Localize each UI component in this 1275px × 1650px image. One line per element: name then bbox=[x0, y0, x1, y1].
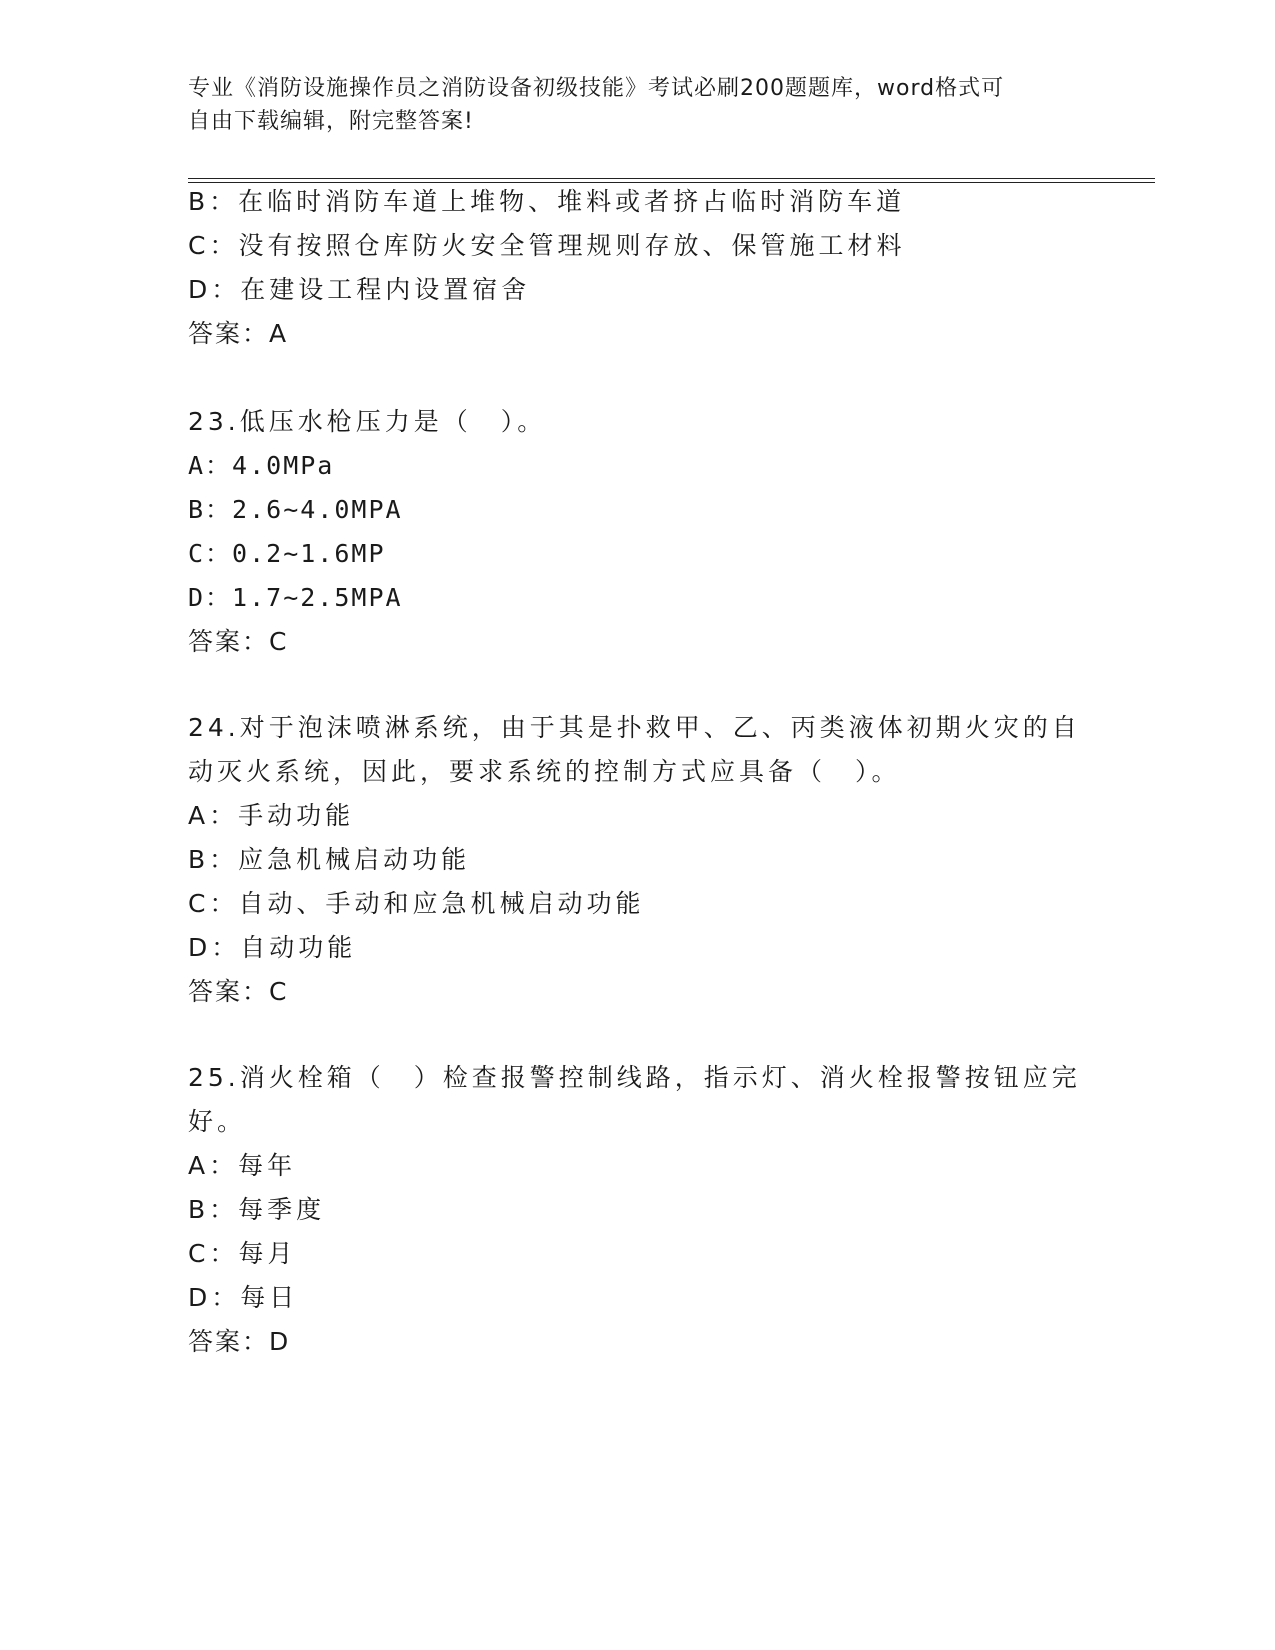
q24-option-d: D：自动功能 bbox=[188, 933, 357, 962]
q23-option-d: D：1.7~2.5MPA bbox=[188, 583, 403, 612]
document-header bbox=[188, 72, 1068, 138]
q22-option-c: C：没有按照仓库防火安全管理规则存放、保管施工材料 bbox=[188, 231, 906, 260]
q24-option-b: B：应急机械启动功能 bbox=[188, 845, 471, 874]
q25-option-b: B：每季度 bbox=[188, 1195, 326, 1224]
q25-answer: 答案：D bbox=[188, 1327, 291, 1356]
q24-option-c: C：自动、手动和应急机械启动功能 bbox=[188, 889, 645, 918]
q22-answer: 答案：A bbox=[188, 319, 289, 348]
q22-option-d: D：在建设工程内设置宿舍 bbox=[188, 275, 531, 304]
q24-stem-line-2: 动灭火系统，因此，要求系统的控制方式应具备（ ）。 bbox=[188, 757, 901, 786]
q23-answer: 答案：C bbox=[188, 627, 289, 656]
q25-stem-line-1: 25.消火栓箱（ ）检查报警控制线路，指示灯、消火栓报警按钮应完 bbox=[188, 1063, 1081, 1092]
q23-stem: 23.低压水枪压力是（ ）。 bbox=[188, 407, 547, 436]
q23-option-c: C：0.2~1.6MP bbox=[188, 539, 386, 568]
header-divider-bottom bbox=[188, 182, 1155, 183]
header-line-1: 专业《消防设施操作员之消防设备初级技能》考试必刷200题题库，word格式可 bbox=[188, 76, 1005, 101]
q22-option-b: B：在临时消防车道上堆物、堆料或者挤占临时消防车道 bbox=[188, 187, 906, 216]
header-divider-top bbox=[188, 178, 1155, 179]
q24-option-a: A：手动功能 bbox=[188, 801, 355, 830]
q25-option-a: A：每年 bbox=[188, 1151, 297, 1180]
q24-answer: 答案：C bbox=[188, 977, 289, 1006]
q23-option-b: B：2.6~4.0MPA bbox=[188, 495, 403, 524]
header-line-2: 自由下载编辑，附完整答案! bbox=[188, 109, 474, 134]
q25-option-c: C：每月 bbox=[188, 1239, 297, 1268]
q24-stem-line-1: 24.对于泡沫喷淋系统，由于其是扑救甲、乙、丙类液体初期火灾的自 bbox=[188, 713, 1081, 742]
q25-stem-line-2: 好。 bbox=[188, 1107, 247, 1136]
q23-option-a: A：4.0MPa bbox=[188, 451, 335, 480]
q25-option-d: D：每日 bbox=[188, 1283, 299, 1312]
